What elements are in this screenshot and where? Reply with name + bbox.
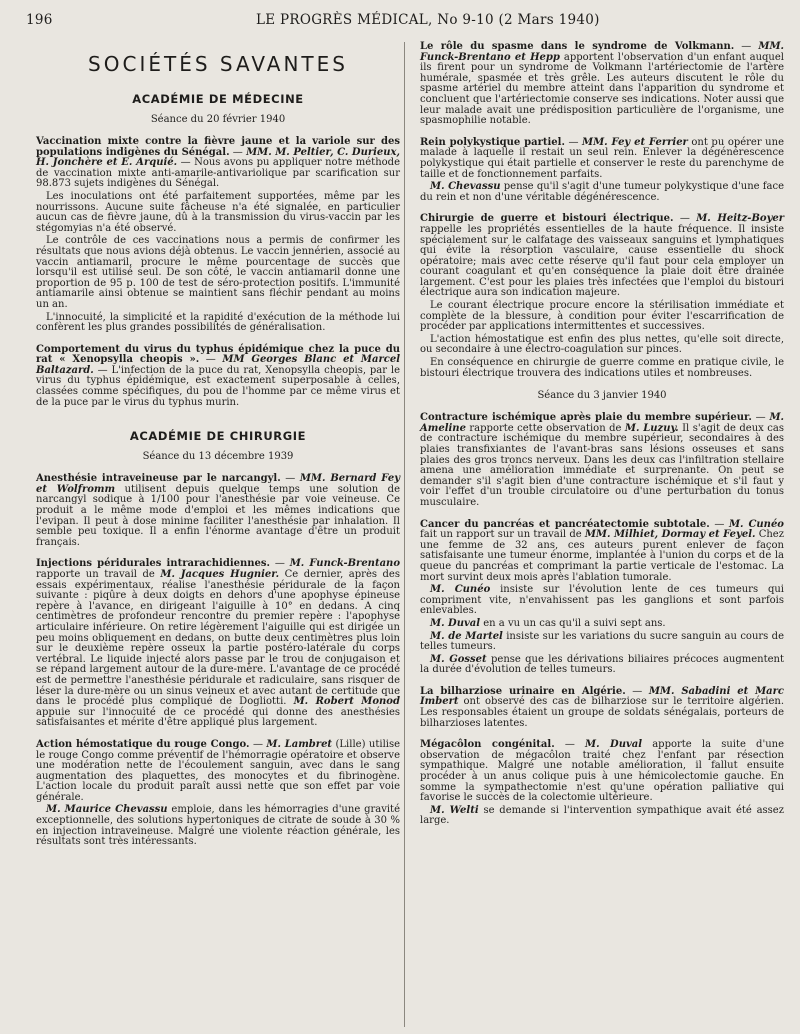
- running-title: LE PROGRÈS MÉDICAL, No 9-10 (2 Mars 1940): [256, 12, 600, 28]
- article-title: La bilharziose urinaire en Algérie.: [420, 685, 626, 697]
- article-title: Comportement du virus du typhus épidémique chez la puce du rat « Xenopsylla cheopis ».: [36, 343, 400, 366]
- academy-heading: ACADÉMIE DE MÉDECINE: [132, 92, 304, 106]
- article-paragraph: Les inoculations ont été parfaitement supportées, même par les nourrissons. Aucune suite fâcheuse n'a été signalée, en particulier aucun cas de fièvre jaune, dû à la transmission du virus-vaccin par les stégomyias n'a été observé.: [36, 190, 400, 234]
- article-title: Vaccination mixte contre la fièvre jaune et la variole sur des populations indigènes du Sénégal.: [36, 136, 400, 158]
- article-text: rappelle les propriétés essentielles de la haute fréquence. Il insiste spécialement sur le calfatage des vaisseaux sanguins et lymphatiques qui évite la résorption vasculaire, cause essentielle du shock opératoire; mais avec cette réserve qu'il faut pour cela employer un courant coagulant et qu'en conséquence la plaie doit être drainée largement. C'est pour les plaies très infectées que l'emploi du bistouri électrique aura son indication majeure.: [420, 223, 784, 299]
- article-text: rapporte cette observation de: [469, 422, 622, 434]
- article-volkmann: Le rôle du spasme dans le syndrome de Volkmann. — MM. Funck-Brentano et Hepp apportent l'observation d'un enfant auquel ils firent pour un syndrome de Volkmann l'artériectomie de l'artère humérale, spasmée et très grêle. Les auteurs discutent le rôle du spasme artériel du membre atteint dans l'apparition du syndrome et concluent que l'artériectomie conserve ses indications. Noter aussi que leur malade avait une prédisposition particulière de l'organisme, une spasmophilie notable.: [420, 41, 785, 127]
- article-authors: M. Jacques Hugnier.: [160, 569, 280, 580]
- article-title: Action hémostatique du rouge Congo.: [36, 738, 250, 750]
- article-authors: M. Cunéo: [430, 584, 491, 596]
- article-title: Cancer du pancréas et pancréatectomie subtotale.: [420, 518, 710, 530]
- article-authors: MM. M. Peltier, C. Durieux, H. Jonchère et E. Arquié.: [36, 146, 400, 169]
- article-text: emploie, dans les hémorragies d'une gravité exceptionnelle, des solutions hypertoniques de citrate de soude à 30 % en injection intraveineuse. Malgré une violente réaction générale, les résultats sont très intéressants.: [36, 804, 400, 848]
- article-text: apporte la suite d'une observation de mégacôlon traité chez l'enfant par résection sympathique. Malgré une notable amélioration, il fallut ensuite procéder à un anus colique puis à une hémicolectomie gauche. En somme la sympathectomie n'est qu'une opération palliative qui favorise le succès de la colectomie ultérieure.: [420, 739, 784, 804]
- article-typhus: Comportement du virus du typhus épidémique chez la puce du rat « Xenopsylla cheopis ». — MM Georges Blanc et Marcel Baltazard. — L'infection de la puce du rat, Xenopsylla cheopis, par le virus du typhus épidémique, est exactement superposable à celles, classées comme spécifiques, du pou de l'homme par ce même virus et de la puce par le virus du typhus murin.: [36, 343, 400, 408]
- article-contracture: Contracture ischémique après plaie du membre supérieur. — M. Ameline rapporte cette observation de M. Luzuy. Il s'agit de deux cas de contracture ischémique du membre supérieur, secondaires à des plaies transfixiantes de l'avant-bras sans lésions osseuses et sans plaies des gros troncs nerveux. Dans les deux cas l'infiltration stellaire amena une amélioration immédiate et surprenante. On peut se demander s'il s'agit bien d'une contracture ischémique et s'il faut y voir l'effet d'un trouble circulatoire ou d'une perturbation du tonus musculaire.: [420, 412, 785, 508]
- article-text: fait un rapport sur un travail de: [420, 529, 582, 541]
- article-title: Chirurgie de guerre et bistouri électrique.: [420, 213, 674, 225]
- article-authors: M. Ameline: [420, 412, 785, 434]
- article-paragraph: L'action hémostatique est enfin des plus nettes, qu'elle soit directe, ou secondaire à une électro-coagulation sur pinces.: [420, 333, 784, 356]
- article-authors: M. Luzuy.: [624, 422, 679, 434]
- article-megacolon: Mégacôlon congénital. — M. Duval apporte la suite d'une observation de mégacôlon traité chez l'enfant par résection sympathique. Malgré une notable amélioration, il fallut ensuite procéder à un anus colique puis à une hémicolectomie gauche. En somme la sympathectomie n'est qu'une opération palliative qui favorise le succès de la colectomie ultérieure. M. Welti se demande si l'intervention sympathique avait été assez large.: [420, 739, 784, 827]
- article-authors: M. Chevassu: [430, 181, 501, 193]
- article-authors: M. Heitz-Boyer: [696, 213, 785, 225]
- article-authors: M. de Martel: [430, 630, 503, 642]
- article-paragraph: Le contrôle de ces vaccinations nous a permis de confirmer les résultats que nous avions déjà obtenus. Le vaccin jennérien, associé au vaccin antiamaril, procure le même pourcentage de succès que lorsqu'il est utilisé seul. De son côté, le vaccin antiamaril donne une proportion de 95 p. 100 de test de séro-protection positifs. L'immunité antiamarile ainsi obtenue se maintient sans fléchir pendant au moins un an.: [36, 235, 400, 310]
- article-authors: M. Cunéo: [728, 518, 784, 530]
- seance-date: Séance du 20 février 1940: [150, 114, 286, 125]
- article-rouge-congo: Action hémostatique du rouge Congo. — M. Lambret (Lille) utilise le rouge Congo comme préventif de l'hémorragie opératoire et observe une modération nette de l'écoulement sanguin, avec dans le sang augmentation des plaquettes, des monocytes et du fibrinogène. L'action locale du produit paraît aussi nette que son effet par voie générale. M. Maurice Chevassu emploie, dans les hémorragies d'une gravité exceptionnelle, des solutions hypertoniques de citrate de soude à 30 % en injection intraveineuse. Malgré une violente réaction générale, les résultats sont très intéressants.: [36, 738, 401, 848]
- article-authors: MM. Bernard Fey et Wolfromm: [36, 473, 401, 495]
- article-text: (Lille) utilise le rouge Congo comme préventif de l'hémorragie opératoire et observe une modération nette de l'écoulement sanguin, avec dans le sang augmentation des plaquettes, des monocytes et du fibrinogène. L'action locale du produit paraît aussi nette que son effet par voie générale.: [36, 738, 401, 803]
- article-text: utilisent depuis quelque temps une solution de narcangyl sodique à 1/100 pour l'anesthésie par voie veineuse. Ce produit a le même mode d'emploi et les mêmes indications que l'evipan. Il peut à dose minime faciliter l'anesthésie par inhalation. Il semble peu toxique. Il a enfin l'énorme avantage d'être un produit français.: [36, 483, 400, 548]
- article-text: en a vu un cas qu'il a suivi sept ans.: [483, 617, 666, 629]
- article-authors: M. Duval: [430, 617, 481, 629]
- article-text: ont observé des cas de bilharziose sur le territoire algérien. Les responsables étaient un groupe de soldats sénégalais, porteurs de bilharzioses latentes.: [420, 696, 784, 729]
- article-rein-polykystique: Rein polykystique partiel. — MM. Fey et Ferrier ont pu opérer une malade à laquelle il restait un seul rein. Enlever la dégénérescence polykystique qui était partielle et conserver le reste du parenchyme de taille et de fonctionnement parfaits. M. Chevassu pense qu'il s'agit d'une tumeur polykystique d'une face du rein et non d'une véritable dégénérescence.: [420, 136, 784, 203]
- article-peridurales: Injections péridurales intrarachidiennes. — M. Funck-Brentano rapporte un travail de M. Jacques Hugnier. Ce dernier, après des essais expérimentaux, réalise l'anesthésie péridurale de la façon suivante : piqûre à deux doigts en dehors d'une apophyse épineuse repère à l'avance, en dirigeant l'aiguille à 10° en dedans. A cinq centimètres de profondeur rencontre du premier repère : l'apophyse articulaire inférieure. On retire légèrement l'aiguille qui est dirigée un peu moins obliquement en dedans, on butte deux centimètres plus loin sur le deuxième repère osseux la partie postéro-latérale du corps vertébral. Le liquide injecté alors passe par le trou de conjugaison et se répand largement autour de la dure-mère. L'avantage de ce procédé est de permettre l'anesthésie péridurale et radiculaire, sans risquer de léser la dure-mère ou un sinus veineux et avec autant de certitude que dans le procédé plus compliqué de Dogliotti. M. Robert Monod appuie sur l'innocuité de ce procédé qui donne des anesthésies satisfaisantes et mérite d'être appliqué plus largement.: [36, 558, 400, 729]
- article-vaccination: Vaccination mixte contre la fièvre jaune et la variole sur des populations indigènes du Sénégal. — MM. M. Peltier, C. Durieux, H. Jonchère et E. Arquié. — Nous avons pu appliquer notre méthode de vaccination mixte anti-amarile-antivariolique par scarification sur 98.873 sujets indigènes du Sénégal. Les inoculations ont été parfaitement supportées, même par les nourrissons. Aucune suite fâcheuse n'a été signalée, en particulier aucun cas de fièvre jaune, dû à la transmission du virus-vaccin par les stégomyias n'a été observé. Le contrôle de ces vaccinations nous a permis de confirmer les résultats que nous avions déjà obtenus. Le vaccin jennérien, associé au vaccin antiamaril, procure le même pourcentage de succès que lorsqu'il est utilisé seul. De son côté, le vaccin antiamaril donne une proportion de 95 p. 100 de test de séro-protection positifs. L'immunité antiamarile ainsi obtenue se maintient sans fléchir pendant au moins un an. L'innocuité, la simplicité et la rapidité d'exécution de la méthode lui confèrent les plus grandes possibilités de généralisation.: [36, 136, 400, 334]
- article-paragraph: L'innocuité, la simplicité et la rapidité d'exécution de la méthode lui confèrent les plus grandes possibilités de généralisation.: [36, 311, 400, 334]
- article-text: pense qu'il s'agit d'une tumeur polykystique d'une face du rein et non d'une véritable dégénérescence.: [420, 181, 784, 203]
- article-text: L'infection de la puce du rat, Xenopsylla cheopis, par le virus du typhus épidémique, est exactement superposable à celles, classées comme spécifiques, du pou de l'homme par ce même virus et de la puce par le virus du typhus murin.: [36, 364, 400, 408]
- article-paragraph: Le courant électrique procure encore la stérilisation immédiate et complète de la blessure, à condition pour éviter l'escarrification de procéder par applications intermittentes et successives.: [420, 300, 784, 333]
- article-authors: M. Funck-Brentano: [289, 558, 400, 570]
- article-bilharziose: La bilharziose urinaire en Algérie. — MM. Sabadini et Marc Imbert ont observé des cas de bilharziose sur le territoire algérien. Les responsables étaient un groupe de soldats sénégalais, porteurs de bilharzioses latentes.: [420, 685, 784, 729]
- article-authors: MM. Funck-Brentano et Hepp: [420, 41, 785, 63]
- article-title: Injections péridurales intrarachidiennes.: [36, 558, 271, 570]
- article-authors: M. Maurice Chevassu: [46, 804, 168, 816]
- article-text: Il s'agit de deux cas de contracture ischémique du membre supérieur, secondaires à des plaies transfixiantes de l'avant-bras sans lésions osseuses et sans plaies des gros troncs nerveux. Dans les deux cas l'infiltration stellaire amena une amélioration immédiate et surprenante. On peut se demander s'il s'agit bien d'une contracture ischémique et s'il faut y voir l'effet d'un trouble circulatoire ou d'une perturbation du tonus musculaire.: [420, 422, 784, 508]
- article-text: rapporte un travail de: [36, 569, 155, 580]
- article-text: apportent l'observation d'un enfant auquel ils firent pour un syndrome de Volkmann l'artériectomie de l'artère humérale, spasmée et très grêle. Les auteurs discutent le rôle du spasme artériel du membre atteint dans l'apparition du syndrome et concluent que l'artériectomie conserve ses indications. Noter aussi que leur malade avait une prédisposition particulière de l'organisme, une spasmophilie notable.: [420, 51, 784, 127]
- article-authors: M. Robert Monod: [293, 696, 400, 708]
- article-title: Le rôle du spasme dans le syndrome de Volkmann.: [420, 41, 735, 52]
- seance-date: Séance du 3 janvier 1940: [537, 390, 667, 402]
- running-header: [26, 12, 772, 32]
- seance-date: Séance du 13 décembre 1939: [142, 451, 294, 463]
- article-narcangyl: Anesthésie intraveineuse par le narcangyl. — MM. Bernard Fey et Wolfromm utilisent depuis quelque temps une solution de narcangyl sodique à 1/100 pour l'anesthésie par voie veineuse. Ce produit a le même mode d'emploi et les mêmes indications que l'evipan. Il peut à dose minime faciliter l'anesthésie par inhalation. Il semble peu toxique. Il a enfin l'énorme avantage d'être un produit français.: [36, 473, 401, 548]
- article-authors: MM. Milhiet, Dormay et Feyel.: [584, 529, 756, 541]
- article-title: Mégacôlon congénital.: [420, 739, 555, 751]
- article-paragraph: En conséquence en chirurgie de guerre comme en pratique civile, le bistouri électrique trouvera des indications utiles et nombreuses.: [420, 357, 784, 379]
- article-text: se demande si l'intervention sympathique avait été assez large.: [420, 804, 784, 827]
- article-text: Ce dernier, après des essais expérimentaux, réalise l'anesthésie péridurale de la façon suivante : piqûre à deux doigts en dehors d'une apophyse épineuse repère à l'avance, en dirigeant l'aiguille à 10° en dedans. A cinq centimètres de profondeur rencontre du premier repère : l'apophyse articulaire inférieure. On retire légèrement l'aiguille qui est dirigée un peu moins obliquement en dedans, on butte deux centimètres plus loin sur le deuxième repère osseux la partie postéro-latérale du corps vertébral. Le liquide injecté alors passe par le trou de conjugaison et se répand largement autour de la dure-mère. L'avantage de ce procédé est de permettre l'anesthésie péridurale et radiculaire, sans risquer de léser la dure-mère ou un sinus veineux et avec autant de certitude que dans le procédé plus compliqué de Dogliotti.: [36, 569, 400, 708]
- section-title: SOCIÉTÉS SAVANTES: [88, 52, 348, 76]
- article-authors: M. Welti: [430, 804, 479, 816]
- left-column: [36, 42, 400, 859]
- right-column: [420, 42, 784, 838]
- article-title: Anesthésie intraveineuse par le narcangyl.: [36, 473, 281, 485]
- article-text: ont pu opérer une malade à laquelle il restait un seul rein. Enlever la dégénérescence polykystique qui était partielle et conserver le reste du parenchyme de taille et de fonctionnement parfaits.: [420, 136, 784, 180]
- article-text: insiste sur les variations du sucre sanguin au cours de telles tumeurs.: [420, 630, 784, 653]
- article-text: Nous avons pu appliquer notre méthode de vaccination mixte anti-amarile-antivariolique par scarification sur 98.873 sujets indigènes du Sénégal.: [36, 157, 400, 190]
- article-pancreas: Cancer du pancréas et pancréatectomie subtotale. — M. Cunéo fait un rapport sur un travail de MM. Milhiet, Dormay et Feyel. Chez une femme de 32 ans, ces auteurs purent enlever de façon satisfaisante une tumeur énorme, implantée à l'union du corps et de la queue du pancréas et comprimant la partie verticale de l'estomac. La mort survint deux mois après l'ablation tumorale. M. Cunéo insiste sur l'évolution lente de ces tumeurs qui compriment vite, n'envahissent pas les ganglions et sont parfois enlevables. M. Duval en a vu un cas qu'il a suivi sept ans. M. de Martel insiste sur les variations du sucre sanguin au cours de telles tumeurs. M. Gosset pense que les dérivations biliaires précoces augmentent la durée d'évolution de telles tumeurs.: [420, 518, 784, 676]
- article-title: Rein polykystique partiel.: [420, 136, 565, 148]
- article-bistouri: Chirurgie de guerre et bistouri électrique. — M. Heitz-Boyer rappelle les propriétés essentielles de la haute fréquence. Il insiste spécialement sur le calfatage des vaisseaux sanguins et lymphatiques qui évite la résorption vasculaire, cause essentielle du shock opératoire; mais avec cette réserve qu'il faut pour cela employer un courant coagulant et qu'en conséquence la plaie doit être drainée largement. C'est pour les plaies très infectées que l'emploi du bistouri électrique aura son indication majeure. Le courant électrique procure encore la stérilisation immédiate et complète de la blessure, à condition pour éviter l'escarrification de procéder par applications intermittentes et successives. L'action hémostatique est enfin des plus nettes, qu'elle soit directe, ou secondaire à une électro-coagulation sur pinces. En conséquence en chirurgie de guerre comme en pratique civile, le bistouri électrique trouvera des indications utiles et nombreuses.: [420, 213, 785, 379]
- academy-heading: ACADÉMIE DE CHIRURGIE: [129, 429, 307, 444]
- article-authors: MM Georges Blanc et Marcel Baltazard.: [36, 354, 400, 376]
- article-authors: M. Gosset: [430, 653, 487, 665]
- article-authors: M. Duval: [585, 739, 643, 751]
- article-text: pense que les dérivations biliaires précoces augmentent la durée d'évolution de telles tumeurs.: [420, 653, 784, 676]
- article-title: Contracture ischémique après plaie du membre supérieur.: [420, 412, 752, 424]
- page-number: 196: [26, 12, 53, 28]
- article-text: insiste sur l'évolution lente de ces tumeurs qui compriment vite, n'envahissent pas les ganglions et sont parfois enlevables.: [420, 584, 784, 617]
- article-text: appuie sur l'innocuité de ce procédé qui donne des anesthésies satisfaisantes et mérite d'être appliqué plus largement.: [36, 706, 400, 729]
- article-authors: MM. Fey et Ferrier: [582, 136, 688, 148]
- article-authors: M. Lambret: [266, 738, 333, 750]
- column-divider: [404, 42, 405, 1027]
- article-text: Chez une femme de 32 ans, ces auteurs purent enlever de façon satisfaisante une tumeur énorme, implantée à l'union du corps et de la queue du pancréas et comprimant la partie verticale de l'estomac. La mort survint deux mois après l'ablation tumorale.: [420, 529, 784, 583]
- article-authors: MM. Sabadini et Marc Imbert: [420, 685, 784, 708]
